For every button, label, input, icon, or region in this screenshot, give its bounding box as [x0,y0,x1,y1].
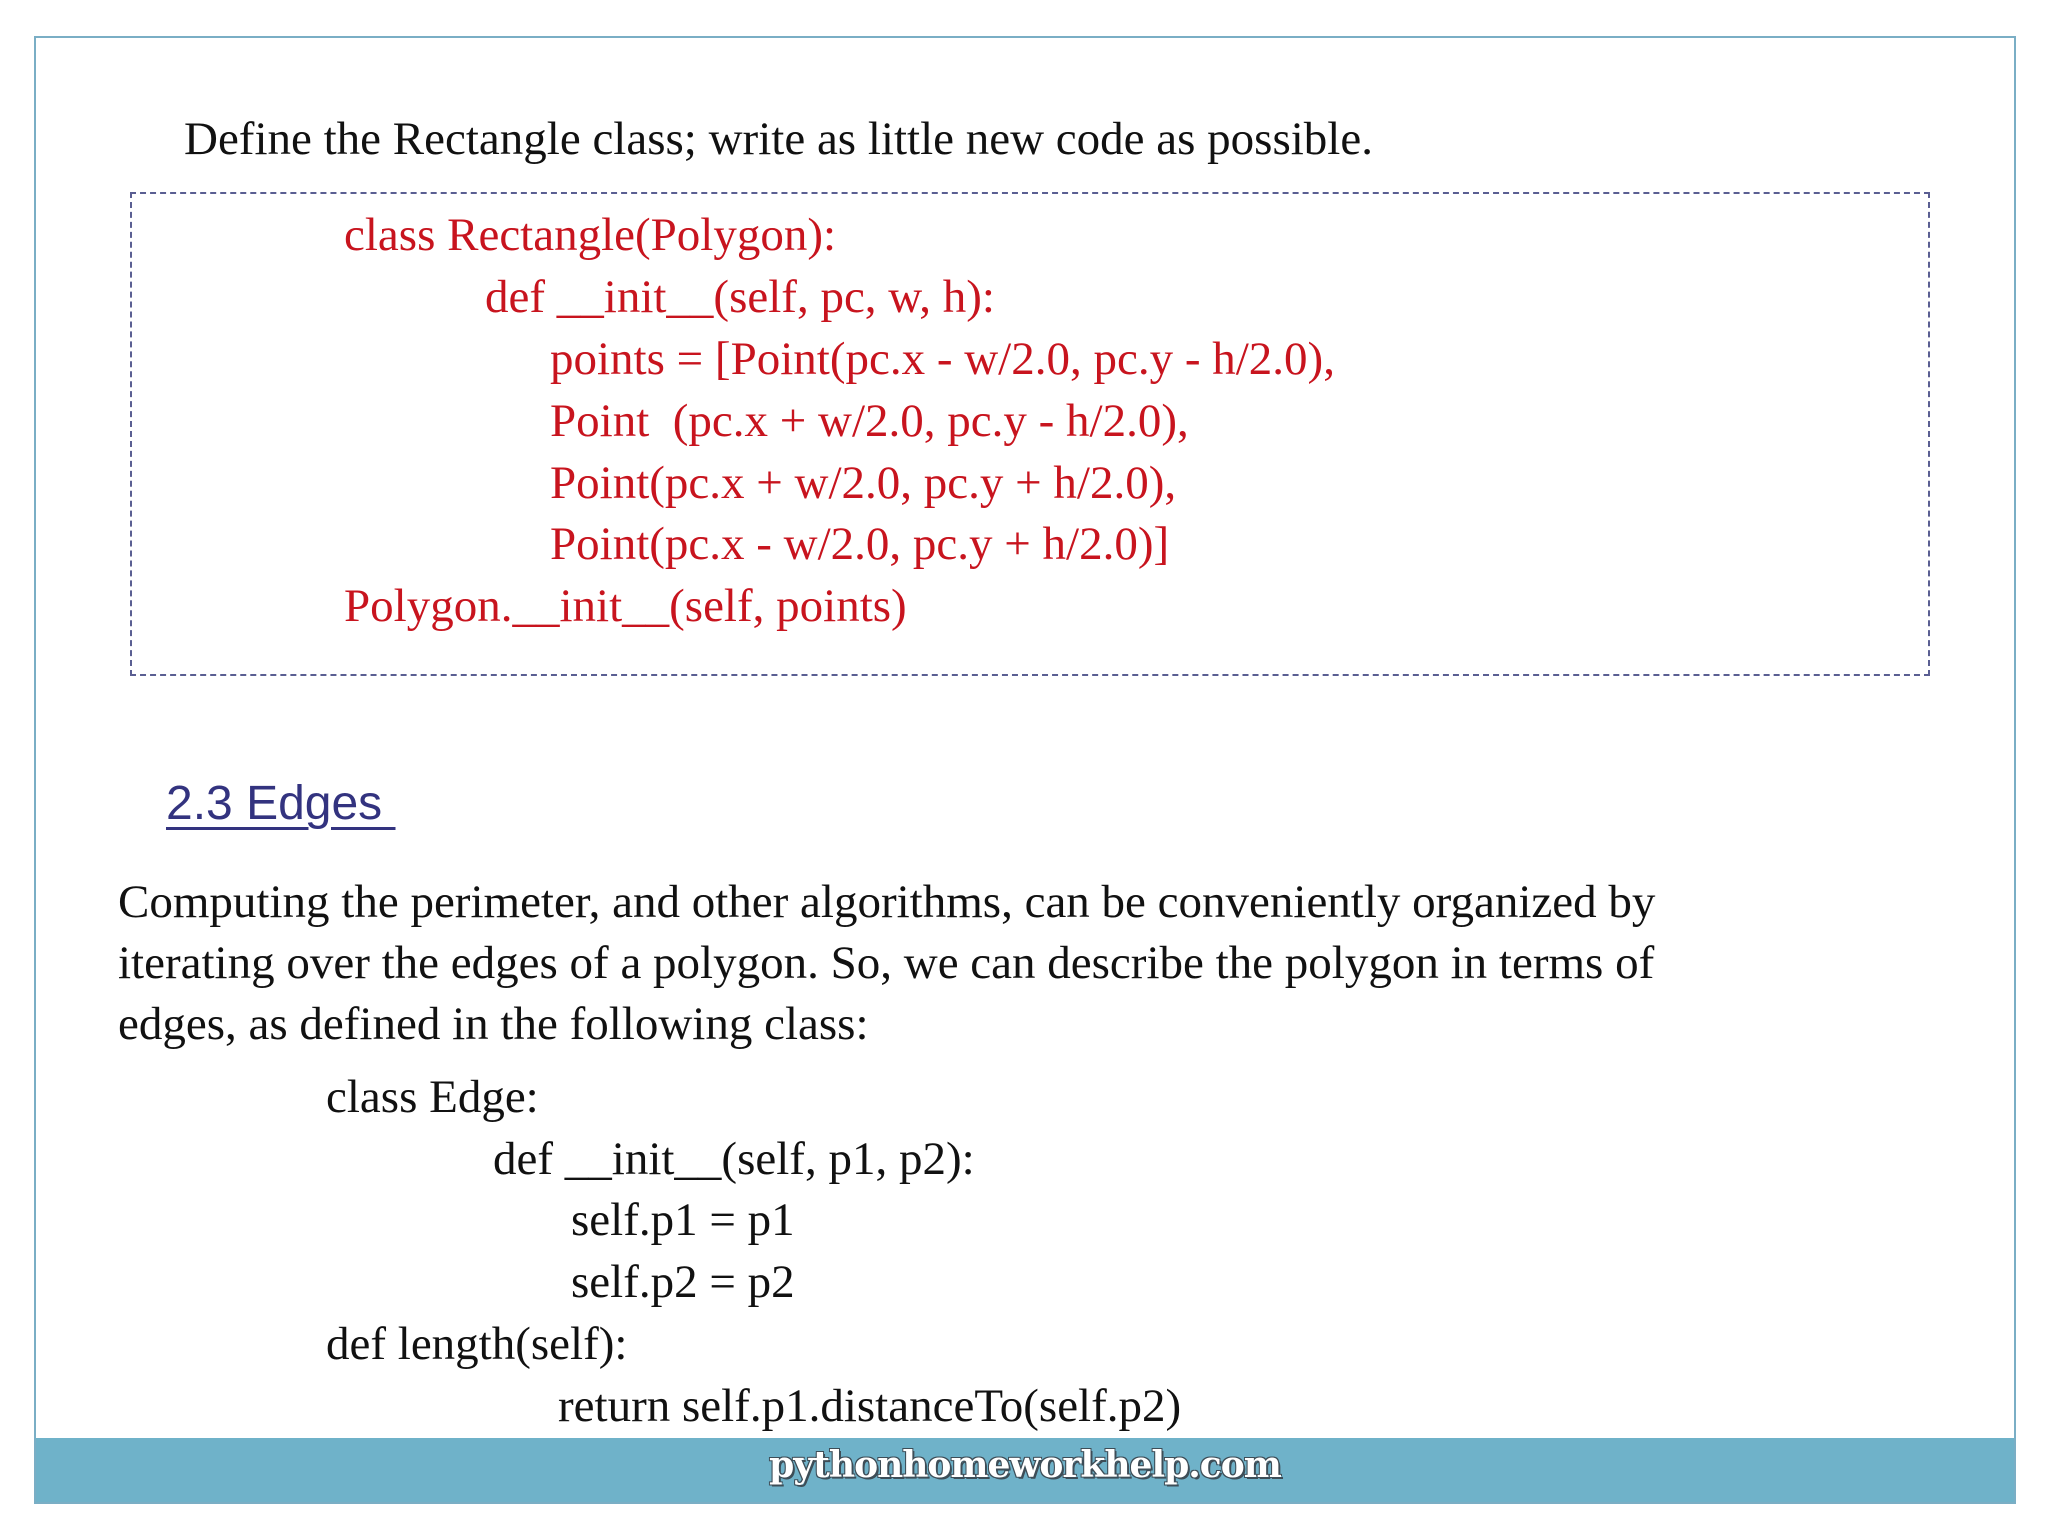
intro-text: Define the Rectangle class; write as little new code as possible. [184,113,1373,165]
code-line: points = [Point(pc.x - w/2.0, pc.y - h/2.0), [550,333,1335,385]
code-line: class Edge: [326,1071,539,1123]
section-heading-link[interactable]: 2.3 Edges [166,777,396,830]
footer-bar [36,1438,2014,1502]
code-line: self.p1 = p1 [571,1194,795,1246]
body-paragraph [118,872,1978,1055]
code-line: def __init__(self, pc, w, h): [485,271,995,323]
code-line: self.p2 = p2 [571,1256,795,1308]
code-line: class Rectangle(Polygon): [344,209,837,261]
slide [34,36,2016,1504]
code-line: def length(self): [326,1318,628,1370]
rectangle-code-box [130,192,1930,676]
paragraph-line: Computing the perimeter, and other algorithms, can be conveniently organized by [118,876,1656,928]
footer-logo-text: pythonhomeworkhelp.com [769,1444,1281,1486]
code-line: Point (pc.x + w/2.0, pc.y - h/2.0), [550,395,1189,447]
code-line: Point(pc.x - w/2.0, pc.y + h/2.0)] [550,518,1170,570]
code-line: Point(pc.x + w/2.0, pc.y + h/2.0), [550,457,1177,509]
paragraph-line: iterating over the edges of a polygon. So, we can describe the polygon in terms of [118,937,1655,989]
code-line: def __init__(self, p1, p2): [493,1133,975,1185]
paragraph-line: edges, as defined in the following class: [118,998,869,1050]
code-line: Polygon.__init__(self, points) [344,580,907,632]
code-line: return self.p1.distanceTo(self.p2) [558,1380,1182,1432]
